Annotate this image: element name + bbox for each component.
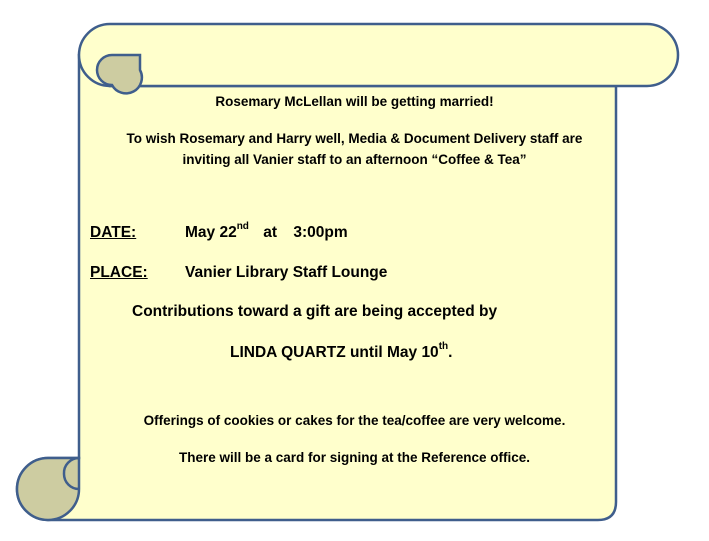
contribution-line-1: Contributions toward a gift are being accepted by: [132, 303, 498, 320]
intro-line-2: inviting all Vanier staff to an afternoon “Coffee & Tea”: [182, 152, 527, 167]
date-at: at: [263, 224, 278, 241]
date-label: DATE:: [90, 224, 137, 241]
scroll-bottom-curl: [17, 458, 79, 520]
place-label: PLACE:: [90, 264, 148, 281]
date-time: 3:00pm: [293, 224, 348, 241]
headline: Rosemary McLellan will be getting married!: [215, 94, 494, 109]
contribution-line-2: [230, 340, 453, 362]
date-ordinal: nd: [236, 220, 249, 232]
intro-line-1: To wish Rosemary and Harry well, Media & Document Delivery staff are: [126, 131, 583, 146]
contribution-ordinal: th: [438, 340, 449, 352]
contribution-period: .: [448, 344, 453, 361]
scroll-top-roll: [79, 24, 678, 86]
offerings-note: Offerings of cookies or cakes for the tea/coffee are very welcome.: [143, 413, 566, 428]
card-note: There will be a card for signing at the Reference office.: [178, 450, 531, 465]
date-value: [185, 220, 348, 242]
place-value: Vanier Library Staff Lounge: [185, 264, 388, 281]
contribution-text: LINDA QUARTZ until May 10: [230, 344, 439, 361]
date-day: May 22: [185, 224, 237, 241]
